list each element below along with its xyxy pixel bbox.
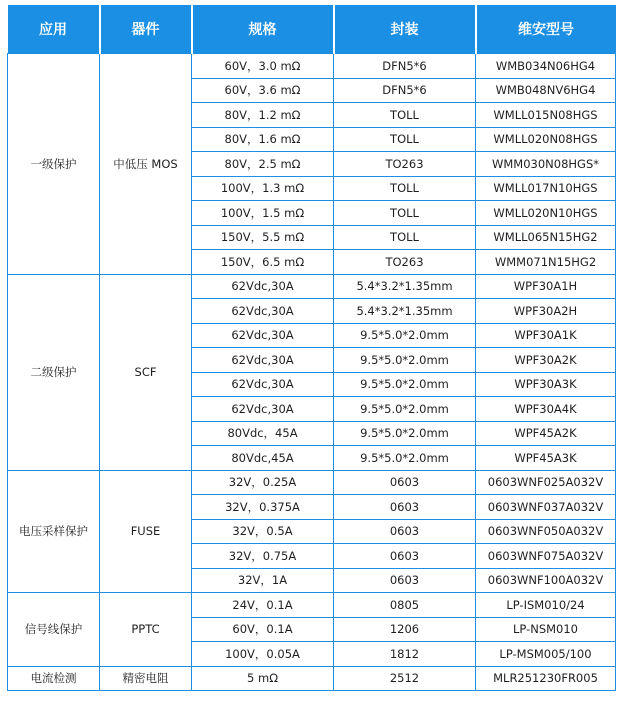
table-row bbox=[8, 274, 616, 299]
package-cell: 0603 bbox=[334, 568, 476, 593]
model-cell: LP-NSM010 bbox=[476, 617, 616, 642]
package-cell: 2512 bbox=[334, 666, 476, 691]
spec-cell: 62Vdc,30A bbox=[192, 372, 334, 397]
package-cell: TOLL bbox=[334, 103, 476, 128]
spec-cell: 24V，0.1A bbox=[192, 593, 334, 618]
model-cell: WMB034N06HG4 bbox=[476, 54, 616, 79]
spec-cell: 100V，0.05A bbox=[192, 642, 334, 667]
spec-cell: 32V，0.25A bbox=[192, 470, 334, 495]
header-spec: 规格 bbox=[192, 5, 334, 54]
package-cell: DFN5*6 bbox=[334, 54, 476, 79]
model-cell: 0603WNF025A032V bbox=[476, 470, 616, 495]
table-row bbox=[8, 666, 616, 691]
application-cell: 一级保护 bbox=[8, 54, 100, 275]
model-cell: MLR251230FR005 bbox=[476, 666, 616, 691]
package-cell: 9.5*5.0*2.0mm bbox=[334, 421, 476, 446]
model-cell: WPF45A2K bbox=[476, 421, 616, 446]
spec-cell: 32V，0.5A bbox=[192, 519, 334, 544]
spec-cell: 32V，0.75A bbox=[192, 544, 334, 569]
product-spec-table bbox=[7, 5, 616, 691]
package-cell: TOLL bbox=[334, 201, 476, 226]
package-cell: TOLL bbox=[334, 225, 476, 250]
package-cell: 1812 bbox=[334, 642, 476, 667]
header-device: 器件 bbox=[100, 5, 192, 54]
spec-cell: 60V，0.1A bbox=[192, 617, 334, 642]
spec-cell: 62Vdc,30A bbox=[192, 274, 334, 299]
model-cell: WMM030N08HGS* bbox=[476, 152, 616, 177]
model-cell: LP-ISM010/24 bbox=[476, 593, 616, 618]
package-cell: 9.5*5.0*2.0mm bbox=[334, 397, 476, 422]
application-cell: 二级保护 bbox=[8, 274, 100, 470]
spec-cell: 100V，1.3 mΩ bbox=[192, 176, 334, 201]
model-cell: 0603WNF075A032V bbox=[476, 544, 616, 569]
package-cell: 0603 bbox=[334, 470, 476, 495]
package-cell: TOLL bbox=[334, 127, 476, 152]
model-cell: WMLL020N10HGS bbox=[476, 201, 616, 226]
device-cell: 精密电阻 bbox=[100, 666, 192, 691]
package-cell: 9.5*5.0*2.0mm bbox=[334, 372, 476, 397]
model-cell: LP-MSM005/100 bbox=[476, 642, 616, 667]
table-header-row bbox=[8, 5, 616, 54]
device-cell: 中低压 MOS bbox=[100, 54, 192, 275]
spec-cell: 62Vdc,30A bbox=[192, 348, 334, 373]
package-cell: 0603 bbox=[334, 495, 476, 520]
model-cell: WPF30A3K bbox=[476, 372, 616, 397]
package-cell: 0603 bbox=[334, 544, 476, 569]
application-cell: 电流检测 bbox=[8, 666, 100, 691]
device-cell: SCF bbox=[100, 274, 192, 470]
spec-cell: 150V，5.5 mΩ bbox=[192, 225, 334, 250]
spec-cell: 80V，1.6 mΩ bbox=[192, 127, 334, 152]
spec-cell: 100V，1.5 mΩ bbox=[192, 201, 334, 226]
header-package: 封装 bbox=[334, 5, 476, 54]
device-cell: FUSE bbox=[100, 470, 192, 593]
spec-cell: 5 mΩ bbox=[192, 666, 334, 691]
spec-cell: 80V，2.5 mΩ bbox=[192, 152, 334, 177]
package-cell: 9.5*5.0*2.0mm bbox=[334, 446, 476, 471]
spec-cell: 32V，0.375A bbox=[192, 495, 334, 520]
spec-cell: 62Vdc,30A bbox=[192, 397, 334, 422]
model-cell: WPF30A1H bbox=[476, 274, 616, 299]
table-row bbox=[8, 470, 616, 495]
package-cell: TO263 bbox=[334, 152, 476, 177]
model-cell: 0603WNF050A032V bbox=[476, 519, 616, 544]
spec-cell: 32V，1A bbox=[192, 568, 334, 593]
spec-cell: 150V，6.5 mΩ bbox=[192, 250, 334, 275]
model-cell: WMLL065N15HG2 bbox=[476, 225, 616, 250]
package-cell: 1206 bbox=[334, 617, 476, 642]
model-cell: WPF30A4K bbox=[476, 397, 616, 422]
spec-cell: 80Vdc,45A bbox=[192, 446, 334, 471]
table-body bbox=[8, 54, 616, 691]
model-cell: WPF45A3K bbox=[476, 446, 616, 471]
device-cell: PPTC bbox=[100, 593, 192, 667]
package-cell: 9.5*5.0*2.0mm bbox=[334, 323, 476, 348]
model-cell: WPF30A2K bbox=[476, 348, 616, 373]
model-cell: WMLL015N08HGS bbox=[476, 103, 616, 128]
package-cell: TO263 bbox=[334, 250, 476, 275]
spec-cell: 80V，1.2 mΩ bbox=[192, 103, 334, 128]
package-cell: 9.5*5.0*2.0mm bbox=[334, 348, 476, 373]
model-cell: WMLL020N08HGS bbox=[476, 127, 616, 152]
package-cell: TOLL bbox=[334, 176, 476, 201]
package-cell: 0603 bbox=[334, 519, 476, 544]
package-cell: 0805 bbox=[334, 593, 476, 618]
application-cell: 信号线保护 bbox=[8, 593, 100, 667]
package-cell: DFN5*6 bbox=[334, 78, 476, 103]
model-cell: WPF30A1K bbox=[476, 323, 616, 348]
model-cell: 0603WNF037A032V bbox=[476, 495, 616, 520]
spec-cell: 80Vdc，45A bbox=[192, 421, 334, 446]
spec-cell: 62Vdc,30A bbox=[192, 299, 334, 324]
header-model: 维安型号 bbox=[476, 5, 616, 54]
spec-cell: 60V，3.0 mΩ bbox=[192, 54, 334, 79]
application-cell: 电压采样保护 bbox=[8, 470, 100, 593]
header-application: 应用 bbox=[8, 5, 100, 54]
model-cell: WMM071N15HG2 bbox=[476, 250, 616, 275]
spec-cell: 62Vdc,30A bbox=[192, 323, 334, 348]
model-cell: 0603WNF100A032V bbox=[476, 568, 616, 593]
model-cell: WMB048NV6HG4 bbox=[476, 78, 616, 103]
table-row bbox=[8, 593, 616, 618]
package-cell: 5.4*3.2*1.35mm bbox=[334, 274, 476, 299]
spec-cell: 60V，3.6 mΩ bbox=[192, 78, 334, 103]
package-cell: 5.4*3.2*1.35mm bbox=[334, 299, 476, 324]
table-row bbox=[8, 54, 616, 79]
model-cell: WPF30A2H bbox=[476, 299, 616, 324]
model-cell: WMLL017N10HGS bbox=[476, 176, 616, 201]
